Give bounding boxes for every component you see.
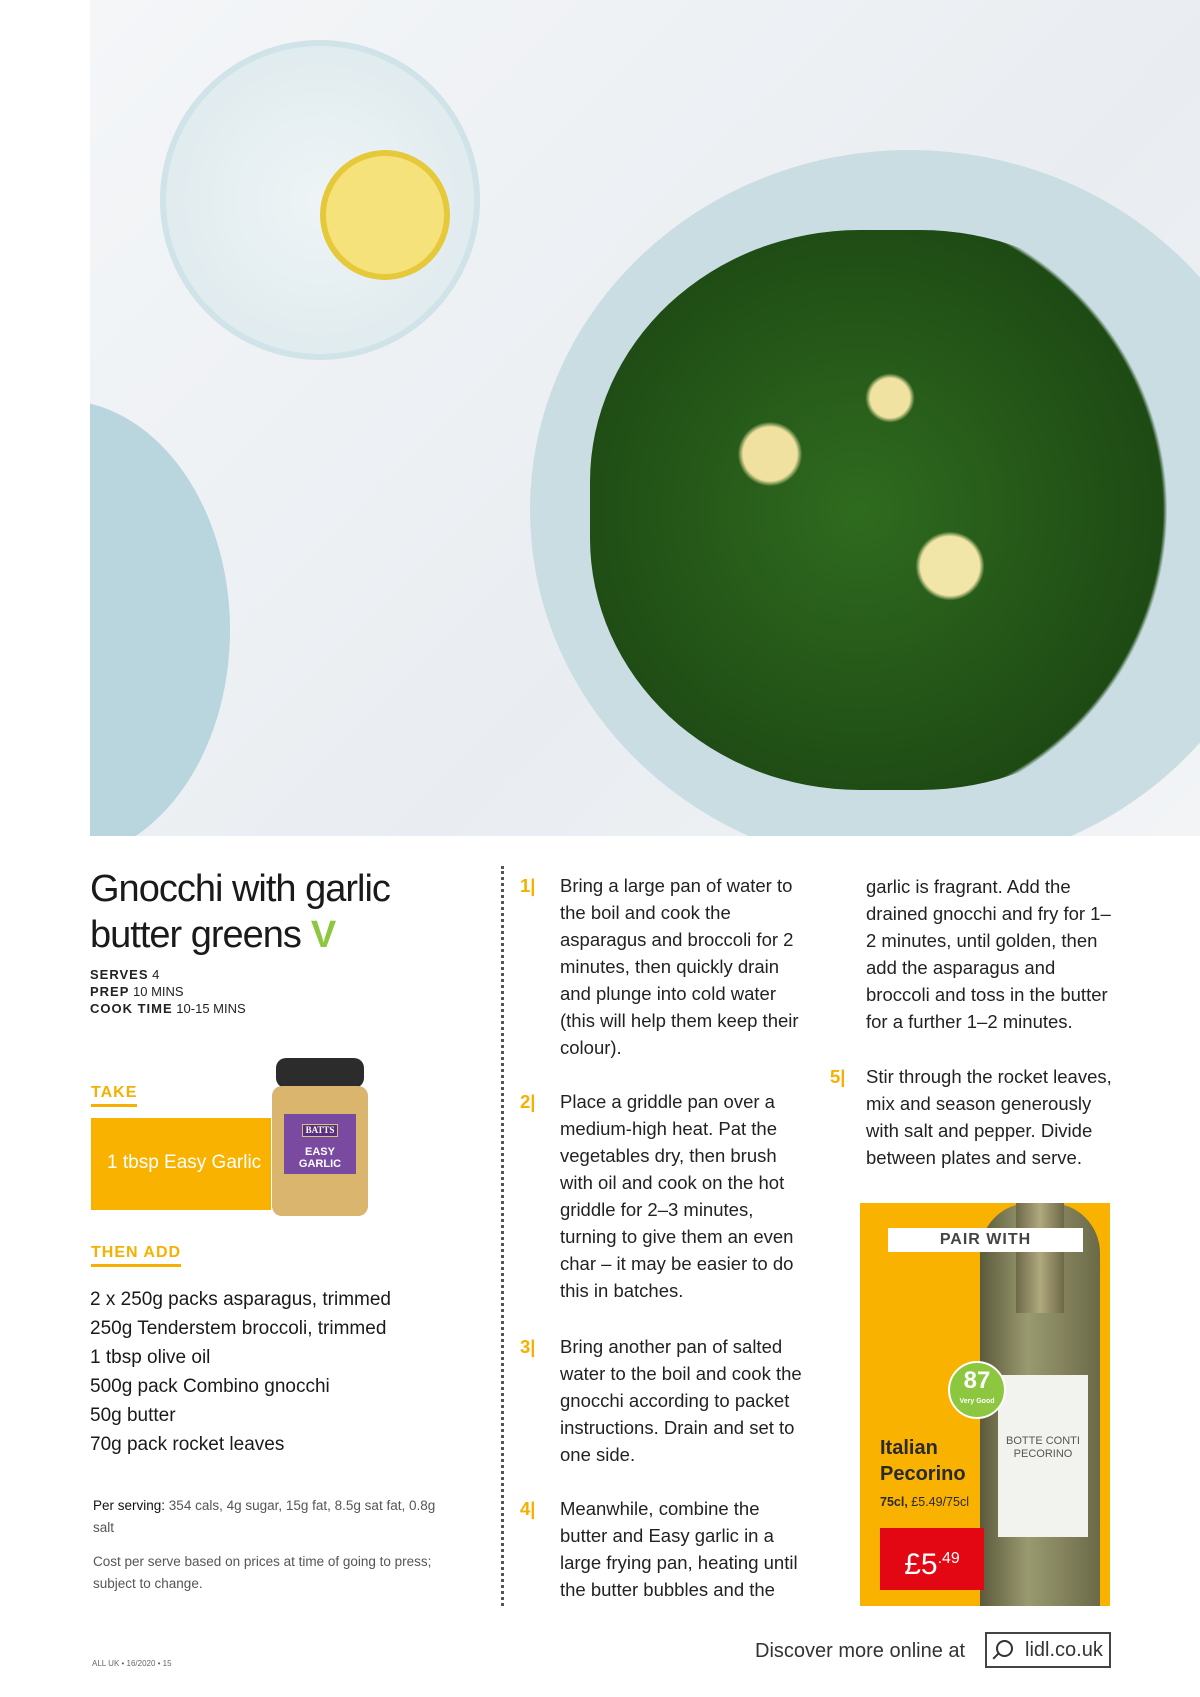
website-url: lidl.co.uk bbox=[1025, 1639, 1103, 1661]
take-item: 1 tbsp Easy Garlic bbox=[91, 1118, 271, 1210]
method-step-2 bbox=[520, 1088, 810, 1304]
step-text: Meanwhile, combine the butter and Easy garlic in a large frying pan, heating until the butter bubbles and the bbox=[560, 1498, 798, 1600]
score-label: Very Good bbox=[959, 1398, 995, 1405]
cost-note: Cost per serve based on prices at time of going to press; subject to change. bbox=[93, 1554, 432, 1591]
prep-value: 10 MINS bbox=[133, 984, 184, 999]
vegetarian-icon: V bbox=[310, 914, 336, 956]
wine-unit-price: £5.49/75cl bbox=[911, 1495, 969, 1509]
title-line-1: Gnocchi with garlic bbox=[90, 868, 390, 910]
step-text: Stir through the rocket leaves, mix and season generously with salt and pepper. Divide between plates and serve. bbox=[866, 1066, 1112, 1168]
discover-text: Discover more online at bbox=[755, 1640, 966, 1662]
price-tag bbox=[880, 1528, 984, 1590]
price-main: £5 bbox=[904, 1548, 938, 1581]
then-add-heading: THEN ADD bbox=[91, 1244, 181, 1267]
step-text: Place a griddle pan over a medium-high heat. Pat the vegetables dry, then brush with oil and cook on the hot griddle for 2–3 minutes, turning to give them an even char – it may be easier to do this in batches. bbox=[560, 1091, 794, 1301]
bottle-neck bbox=[1016, 1203, 1064, 1313]
ingredient: 2 x 250g packs asparagus, trimmed bbox=[90, 1289, 391, 1310]
step-number: 4| bbox=[520, 1498, 536, 1519]
method-step-1 bbox=[520, 872, 810, 1061]
nutrition-text: 354 cals, 4g sugar, 15g fat, 8.5g sat fat, 0.8g salt bbox=[93, 1498, 436, 1535]
bottle-label: BOTTE CONTI PECORINO bbox=[998, 1375, 1088, 1537]
ingredient: 50g butter bbox=[90, 1405, 176, 1426]
wine-name: Italian Pecorino bbox=[880, 1437, 966, 1485]
title-line-2: butter greens bbox=[90, 914, 301, 956]
ingredient: 250g Tenderstem broccoli, trimmed bbox=[90, 1318, 387, 1339]
recipe-title bbox=[90, 866, 390, 958]
nutrition-label: Per serving: bbox=[93, 1498, 166, 1513]
pair-with-label: PAIR WITH bbox=[888, 1228, 1083, 1252]
gnocchi-greens bbox=[590, 230, 1190, 790]
wine-size bbox=[880, 1495, 969, 1509]
prep-label: PREP bbox=[90, 984, 130, 999]
score-value: 87 bbox=[963, 1367, 991, 1394]
step-text: Bring another pan of salted water to the boil and cook the gnocchi according to packet instructions. Drain and set to one side. bbox=[560, 1336, 802, 1465]
step-text: garlic is fragrant. Add the drained gnocchi and fry for 1–2 minutes, until golden, then add the asparagus and broccoli and toss in the butter for a further 1–2 minutes. bbox=[866, 876, 1111, 1032]
search-icon bbox=[996, 1640, 1013, 1657]
step-number: 2| bbox=[520, 1091, 536, 1112]
method-step-5 bbox=[830, 1063, 1116, 1171]
step-number: 3| bbox=[520, 1336, 536, 1357]
side-plate bbox=[90, 400, 230, 836]
recipe-photo bbox=[90, 0, 1200, 836]
wine-volume: 75cl, bbox=[880, 1495, 908, 1509]
nutrition-info bbox=[93, 1495, 453, 1539]
step-number: 1| bbox=[520, 875, 536, 896]
jar-lid bbox=[276, 1058, 364, 1088]
ingredient: 70g pack rocket leaves bbox=[90, 1434, 285, 1455]
serves-value: 4 bbox=[152, 967, 160, 982]
jar-label bbox=[284, 1114, 356, 1174]
jar-brand: BATTS bbox=[302, 1124, 339, 1137]
page-folio: ALL UK • 16/2020 • 15 bbox=[92, 1659, 172, 1668]
price-pence: .49 bbox=[937, 1550, 960, 1567]
score-badge bbox=[948, 1361, 1006, 1419]
lemon-slice bbox=[320, 150, 450, 280]
method-step-4 bbox=[520, 1495, 810, 1603]
recipe-meta bbox=[90, 966, 246, 1017]
cook-label: COOK TIME bbox=[90, 1001, 173, 1016]
step-text: Bring a large pan of water to the boil and cook the asparagus and broccoli for 2 minutes, then quickly drain and plunge into cold water (this will help them keep their colour). bbox=[560, 875, 799, 1058]
serves-label: SERVES bbox=[90, 967, 149, 982]
cook-value: 10-15 MINS bbox=[176, 1001, 246, 1016]
website-link[interactable] bbox=[985, 1632, 1111, 1668]
ingredient: 1 tbsp olive oil bbox=[90, 1347, 211, 1368]
method-step-3 bbox=[520, 1333, 810, 1468]
garlic-jar-image bbox=[270, 1058, 370, 1218]
ingredient: 500g pack Combino gnocchi bbox=[90, 1376, 330, 1397]
take-heading: TAKE bbox=[91, 1084, 137, 1107]
ingredient-list bbox=[90, 1285, 391, 1459]
method-step-4-cont bbox=[866, 873, 1116, 1035]
wine-pairing-box bbox=[860, 1203, 1110, 1606]
step-number: 5| bbox=[830, 1066, 846, 1087]
column-divider bbox=[501, 866, 504, 1606]
jar-product-name: EASY GARLIC bbox=[298, 1146, 342, 1170]
